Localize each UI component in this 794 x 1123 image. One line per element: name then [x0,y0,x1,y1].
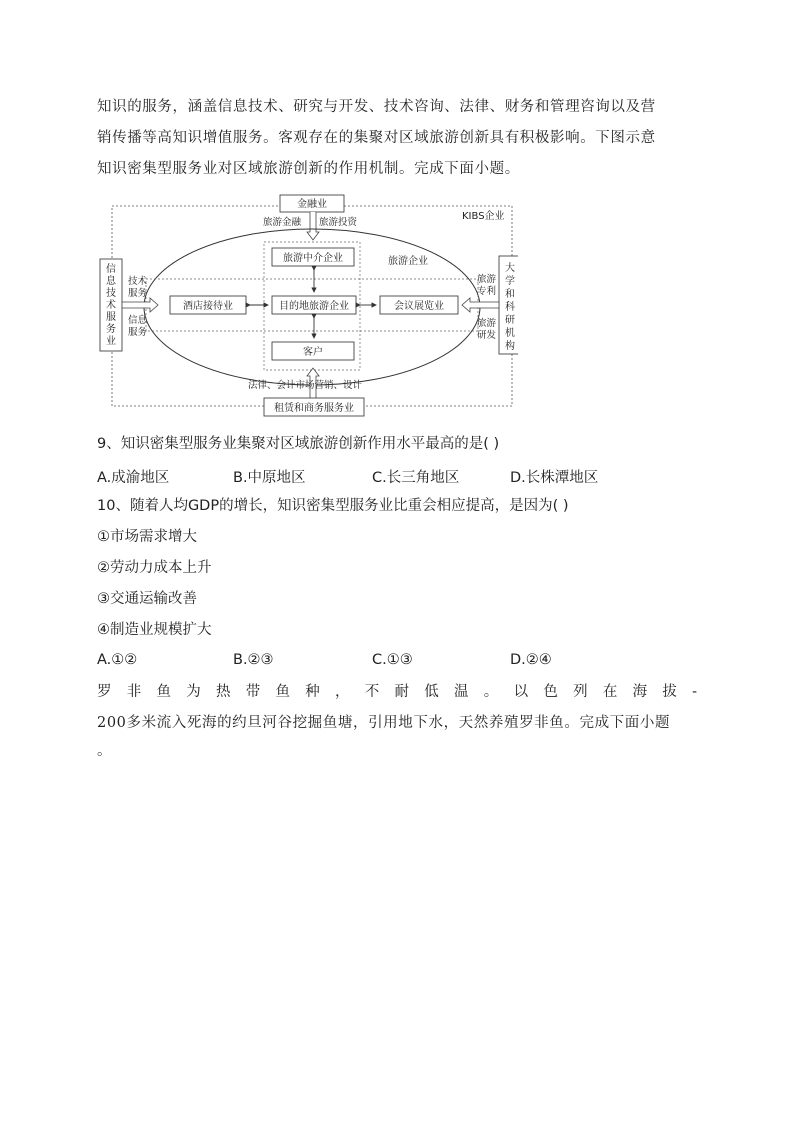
customer-label: 客户 [303,347,323,358]
svg-text:旅游: 旅游 [476,318,496,329]
q10-option-a[interactable]: A.①② [97,652,138,668]
svg-text:专利: 专利 [476,286,496,297]
kibs-label: KIBS企业 [462,211,505,222]
q10-option-b[interactable]: B.②③ [233,652,274,668]
passage-line-2: 200多米流入死海的约旦河谷挖掘鱼塘，引用地下水，天然养殖罗非鱼。完成下面小题 [97,715,671,731]
finance-label: 金融业 [297,199,327,210]
destination-label: 目的地旅游企业 [279,301,349,312]
passage-line-1: 罗非鱼为热带鱼种，不耐低温。以色列在海拔- [97,684,697,700]
kibs-mechanism-diagram [98,192,518,418]
q10-option-d[interactable]: D.②④ [510,652,552,668]
left-hollow-arrow [122,298,158,312]
q9-option-b[interactable]: B.中原地区 [233,470,306,486]
intro-line-2: 销传播等高知识增值服务。客观存在的集聚对区域旅游创新具有积极影响。下图示意 [97,130,656,146]
svg-text:大: 大 [505,263,515,274]
q9-option-c[interactable]: C.长三角地区 [372,470,460,486]
svg-text:信: 信 [106,264,116,275]
svg-text:构: 构 [505,341,515,352]
convention-label: 会议展览业 [394,301,444,312]
svg-text:息: 息 [106,276,116,287]
q10-option-c[interactable]: C.①③ [372,652,413,668]
q10-item-2: ②劳动力成本上升 [97,560,212,576]
q10-item-4: ④制造业规模扩大 [97,622,212,638]
tourism-investment-label: 旅游投资 [319,217,358,228]
question-9-stem: 9、知识密集型服务业集聚对区域旅游创新作用水平最高的是( ) [97,436,500,452]
svg-text:旅游: 旅游 [476,274,496,285]
q9-option-d[interactable]: D.长株潭地区 [510,470,599,486]
question-10-stem: 10、随着人均GDP的增长，知识密集型服务业比重会相应提高，是因为( ) [97,498,569,514]
it-services-label [106,262,117,347]
tourism-enterprise-label: 旅游企业 [388,256,428,267]
leasing-label: 租赁和商务服务业 [274,403,354,414]
svg-text:业: 业 [106,336,116,347]
intro-line-3: 知识密集型服务业对区域旅游创新的作用机制。完成下面小题。 [97,161,520,177]
svg-text:科: 科 [505,302,515,313]
svg-text:和: 和 [505,289,515,300]
svg-text:研: 研 [505,315,515,326]
q10-item-3: ③交通运输改善 [97,591,197,607]
svg-text:机: 机 [505,328,515,339]
tourism-finance-label: 旅游金融 [263,217,302,228]
svg-text:技: 技 [106,288,116,299]
hotel-label: 酒店接待业 [183,301,233,312]
svg-text:技术: 技术 [128,276,148,287]
right-hollow-arrow [462,298,499,312]
finance-arrow [307,212,319,240]
intermediary-label: 旅游中介企业 [283,253,343,264]
svg-text:术: 术 [106,300,116,311]
q9-option-a[interactable]: A.成渝地区 [97,470,170,486]
passage-line-3: 。 [97,743,113,759]
svg-text:服务: 服务 [128,327,148,338]
intro-line-1: 知识的服务，涵盖信息技术、研究与开发、技术咨询、法律、财务和管理咨询以及营 [97,99,656,115]
q10-item-1: ①市场需求增大 [97,529,197,545]
svg-text:服务: 服务 [128,288,148,299]
bottom-services-label: 法律、会计市场营销、设计 [248,380,363,391]
svg-text:信息: 信息 [128,315,148,326]
svg-text:学: 学 [505,276,515,287]
svg-text:务: 务 [106,324,116,335]
svg-text:服: 服 [106,312,116,323]
svg-text:研发: 研发 [476,330,496,341]
